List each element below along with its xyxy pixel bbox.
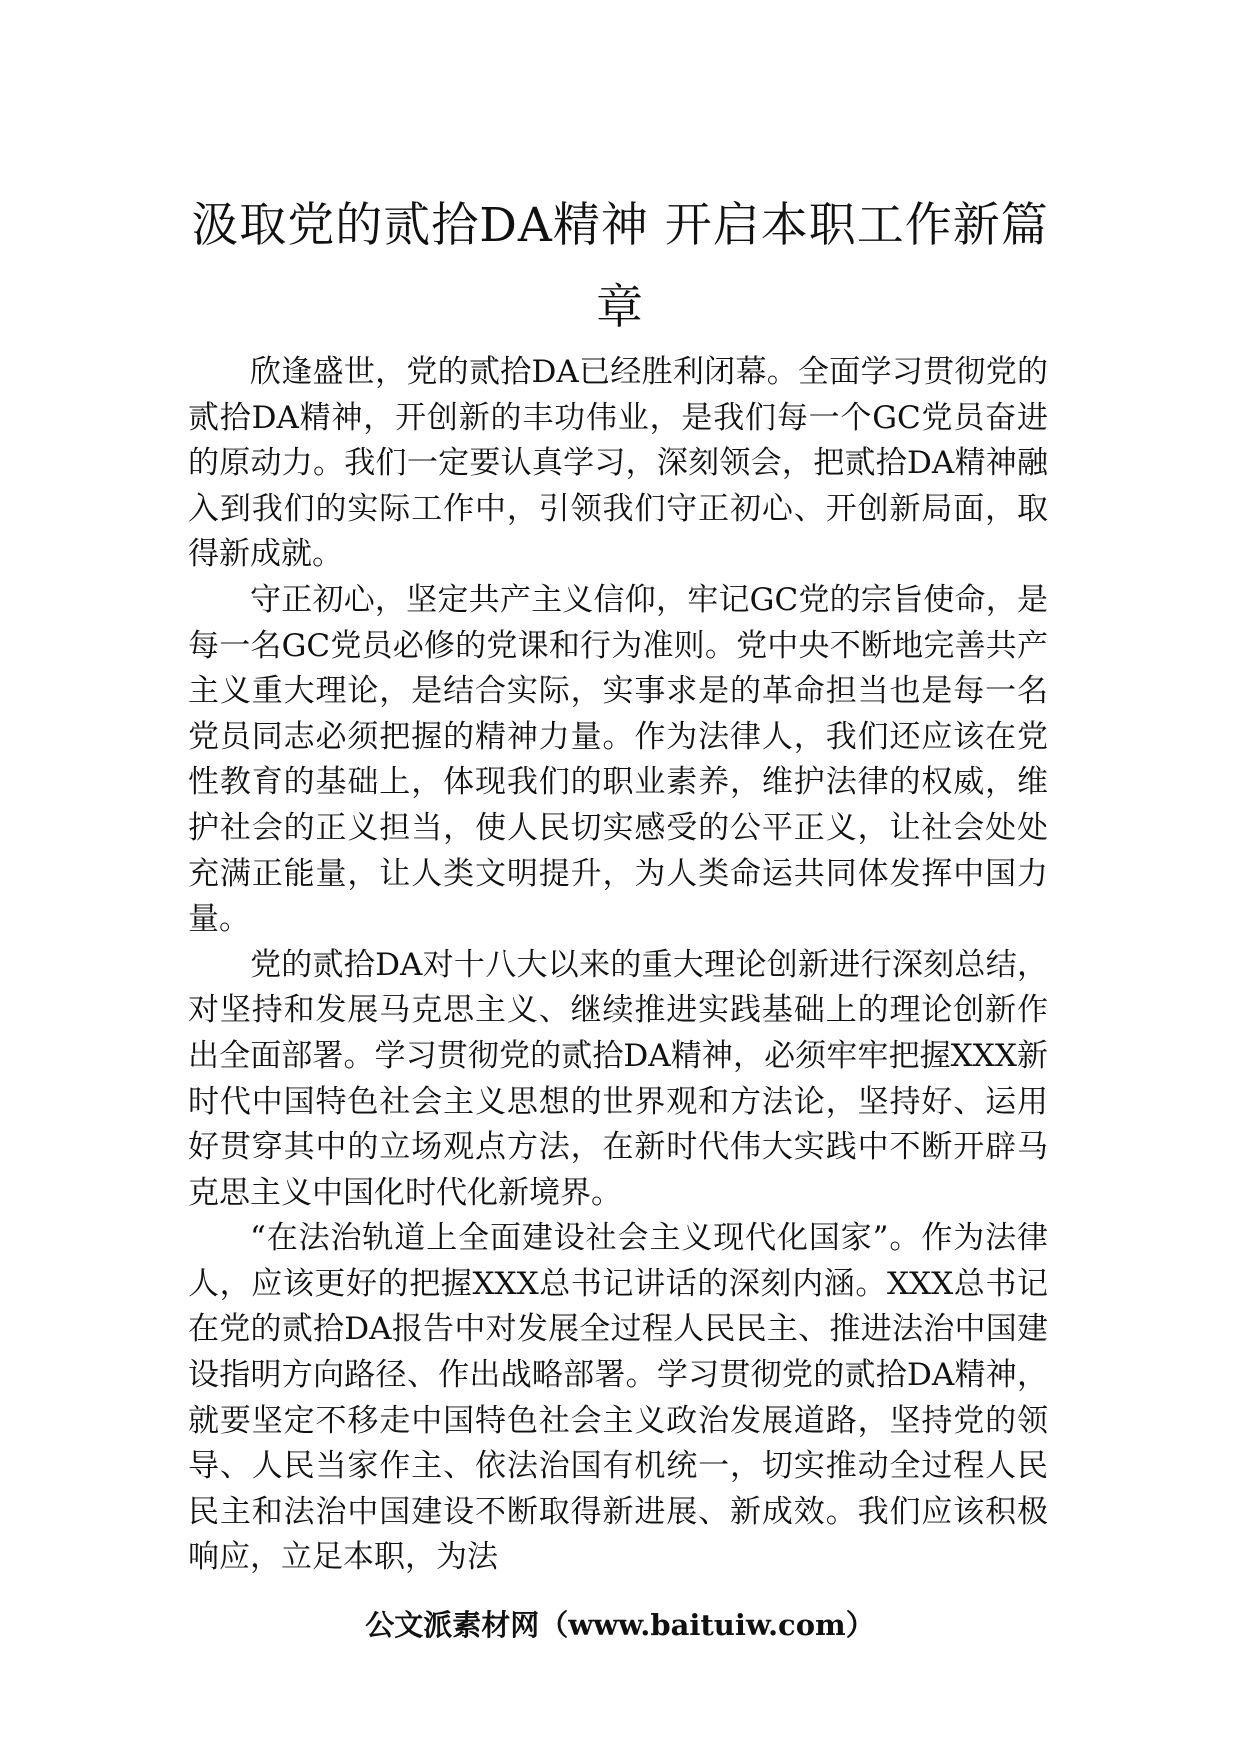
paragraph-2: 守正初心，坚定共产主义信仰，牢记GC党的宗旨使命，是每一名GC党员必修的党课和行为准则。党中央不断地完善共产主义重大理论，是结合实际，实事求是的革命担当也是每一名党员同志必须把握的精神力量。作为法律人，我们还应该在党性教育的基础上，体现我们的职业素养，维护法律的权威，维护社会的正义担当，使人民切实感受的公平正义，让社会处处充满正能量，让人类文明提升，为人类命运共同体发挥中国力量。: [188, 581, 1048, 938]
document-title: 汲取党的贰拾DA精神 开启本职工作新篇章: [191, 198, 1049, 335]
footer-watermark: 公文派素材网（www.baituiw.com）: [365, 1608, 875, 1642]
paragraph-1: 欣逢盛世，党的贰拾DA已经胜利闭幕。全面学习贯彻党的贰拾DA精神，开创新的丰功伟业，是我们每一个GC党员奋进的原动力。我们一定要认真学习，深刻领会，把贰拾DA精神融入到我们的实际工作中，引领我们守正初心、开创新局面，取得新成就。: [188, 354, 1048, 573]
paragraph-3: 党的贰拾DA对十八大以来的重大理论创新进行深刻总结，对坚持和发展马克思主义、继续推进实践基础上的理论创新作出全面部署。学习贯彻党的贰拾DA精神，必须牢牢把握XXX新时代中国特色社会主义思想的世界观和方法论，坚持好、运用好贯穿其中的立场观点方法，在新时代伟大实践中不断开辟马克思主义中国化时代化新境界。: [188, 946, 1048, 1211]
document-body: [188, 350, 1048, 1581]
paragraph-4: “在法治轨道上全面建设社会主义现代化国家”。作为法律人，应该更好的把握XXX总书记讲话的深刻内涵。XXX总书记在党的贰拾DA报告中对发展全过程人民民主、推进法治中国建设指明方向路径、作出战略部署。学习贯彻党的贰拾DA精神，就要坚定不移走中国特色社会主义政治发展道路，坚持党的领导、人民当家作主、依法治国有机统一，切实推动全过程人民民主和法治中国建设不断取得新进展、新成效。我们应该积极响应，立足本职，为法: [188, 1220, 1048, 1576]
